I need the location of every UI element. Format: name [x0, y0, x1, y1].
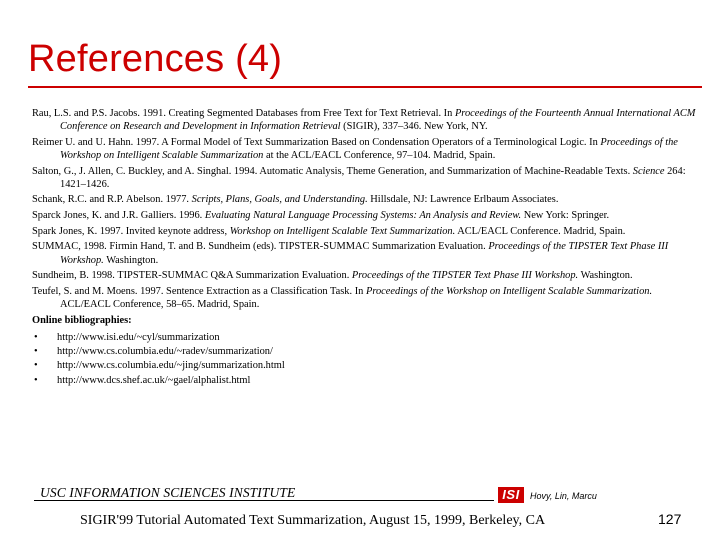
bibliography-link[interactable]: http://www.dcs.shef.ac.uk/~gael/alphalist.html [57, 374, 251, 386]
reference-venue: Evaluating Natural Language Processing Systems: An Analysis and Review. [204, 210, 522, 222]
reference-text: Schank, R.C. and R.P. Abelson. 1977. [32, 194, 192, 206]
reference-venue: Scripts, Plans, Goals, and Understanding. [191, 194, 368, 206]
reference-venue: Proceedings of the TIPSTER Text Phase III Workshop. [351, 270, 579, 282]
tutorial-caption: SIGIR'99 Tutorial Automated Text Summarization, August 15, 1999, Berkeley, CA [80, 513, 546, 528]
title-rule [28, 86, 702, 88]
slide-title: References (4) [28, 38, 283, 80]
reference-text: ACL/EACL Conference. Madrid, Spain. [455, 225, 626, 237]
reference-text: Teufel, S. and M. Moens. 1997. Sentence Extraction as a Classification Task. In [32, 285, 366, 297]
list-item [32, 374, 704, 387]
bibliography-link[interactable]: http://www.cs.columbia.edu/~radev/summarization/ [57, 346, 273, 358]
reference-entry [32, 285, 704, 311]
institute-name: USC INFORMATION SCIENCES INSTITUTE [40, 485, 296, 500]
reference-entry [32, 136, 704, 162]
reference-text: Reimer U. and U. Hahn. 1997. A Formal Model of Text Summarization Based on Condensation Operators of a Terminological Logic. In [32, 136, 601, 148]
reference-text: Washington. [103, 254, 159, 266]
page-number: 127 [658, 511, 682, 527]
list-item [32, 359, 704, 372]
reference-text: Sparck Jones, K. and J.R. Galliers. 1996. [32, 210, 205, 222]
isi-logo: ISI [498, 487, 524, 503]
reference-venue: Proceedings of the Workshop on Intelligent Scalable Summarization. [365, 285, 653, 297]
reference-venue: Proceedings of the Fourteenth Annual International ACM Conference on Research and Development in Information Retrieval [60, 108, 696, 133]
reference-entry [32, 269, 704, 282]
authors: Hovy, Lin, Marcu [530, 491, 597, 501]
bullet-icon: • [34, 331, 38, 343]
reference-venue: Proceedings of the TIPSTER Text Phase III Workshop. [60, 241, 669, 266]
bullet-icon: • [34, 374, 38, 386]
reference-text: Salton, G., J. Allen, C. Buckley, and A. Singhal. 1994. Automatic Analysis, Theme Generation, and Summarization of Machine-Readable Texts. [32, 165, 633, 177]
reference-text: ACL/EACL Conference, 58–65. Madrid, Spain. [60, 298, 260, 310]
reference-text: Spark Jones, K. 1997. Invited keynote address, [32, 225, 230, 237]
reference-entry [32, 165, 704, 191]
reference-text: New York: Springer. [521, 210, 610, 222]
reference-entry [32, 225, 704, 238]
reference-text: 264: 1421–1426. [60, 165, 686, 190]
bullet-icon: • [34, 346, 38, 358]
reference-venue: Science [632, 165, 665, 177]
bibliography-link[interactable]: http://www.isi.edu/~cyl/summarization [57, 331, 220, 343]
online-bibliographies-heading: Online bibliographies: [32, 314, 132, 326]
reference-text: Hillsdale, NJ: Lawrence Erlbaum Associates. [367, 194, 559, 206]
reference-text: Sundheim, B. 1998. TIPSTER-SUMMAC Q&A Summarization Evaluation. [32, 270, 352, 282]
reference-entry [32, 193, 704, 206]
list-item [32, 331, 704, 344]
reference-venue: Proceedings of the Workshop on Intelligent Scalable Summarization [60, 136, 678, 161]
reference-entry [32, 240, 704, 266]
reference-text: at the ACL/EACL Conference, 97–104. Madrid, Spain. [263, 149, 496, 161]
reference-entry [32, 107, 704, 133]
list-item [32, 345, 704, 358]
reference-text: SUMMAC, 1998. Firmin Hand, T. and B. Sundheim (eds). TIPSTER-SUMMAC Summarization Evaluation. [32, 241, 489, 253]
references-list [32, 107, 704, 388]
bibliography-link[interactable]: http://www.cs.columbia.edu/~jing/summarization.html [57, 360, 285, 372]
footer-rule [34, 500, 494, 501]
reference-text: (SIGIR), 337–346. New York, NY. [340, 121, 488, 133]
bibliography-links [32, 331, 704, 387]
reference-entry [32, 209, 704, 222]
bullet-icon: • [34, 360, 38, 372]
reference-text: Rau, L.S. and P.S. Jacobs. 1991. Creating Segmented Databases from Free Text for Text Retrieval. In [32, 108, 455, 119]
reference-text: Washington. [578, 270, 633, 282]
reference-venue: Workshop on Intelligent Scalable Text Summarization. [229, 225, 456, 237]
